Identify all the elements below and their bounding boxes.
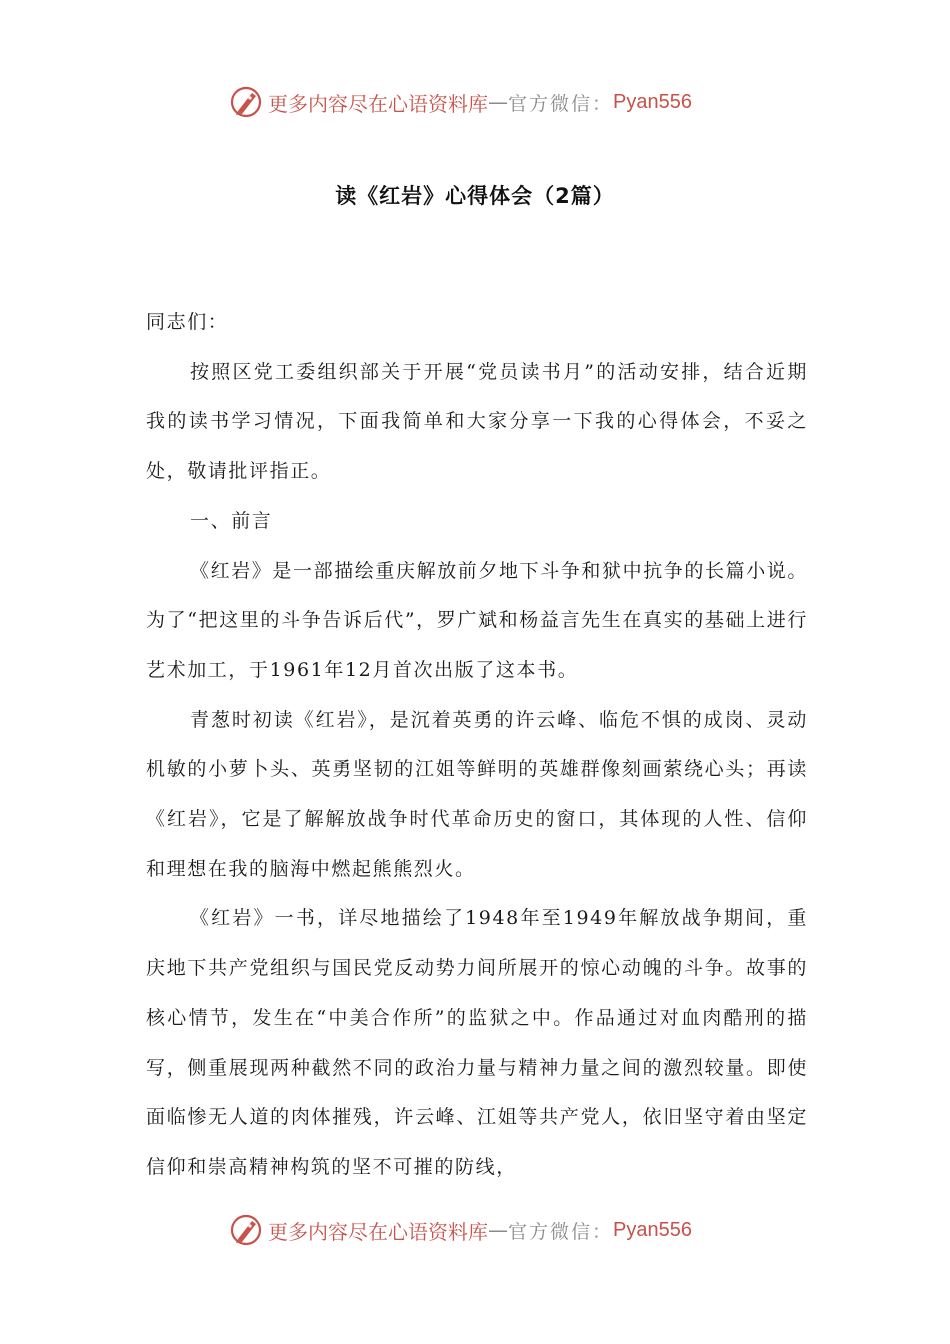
paragraph-book-summary: 《红岩》一书，详尽地描绘了1948年至1949年解放战争期间，重庆地下共产党组织与国民党反动势力间所展开的惊心动魄的斗争。故事的核心情节，发生在“中美合作所”的监狱之中。作品通过对血肉酷刑的描写，侧重展现两种截然不同的政治力量与精神力量之间的激烈较量。即使面临惨无人道的肉体摧残，许云峰、江姐等共产党人，依旧坚守着由坚定信仰和崇高精神构筑的坚不可摧的防线， bbox=[146, 907, 808, 1178]
paragraph-first-reading: 青葱时初读《红岩》，是沉着英勇的许云峰、临危不惧的成岗、灵动机敏的小萝卜头、英勇坚韧的江姐等鲜明的英雄群像刻画萦绕心头；再读《红岩》，它是了解解放战争时代革命历史的窗口，其体现的人性、信仰和理想在我的脑海中燃起熊熊烈火。 bbox=[146, 708, 808, 880]
watermark-brand: 更多内容尽在心语资料库 bbox=[268, 91, 488, 116]
watermark-wechat-id: Pyan556 bbox=[613, 90, 692, 113]
watermark-wechat-id: Pyan556 bbox=[613, 1218, 692, 1241]
watermark-dash: — bbox=[488, 1218, 508, 1242]
watermark-official-label: 官方微信： bbox=[508, 1220, 614, 1243]
watermark-banner-bottom bbox=[228, 1210, 728, 1250]
document-body bbox=[146, 298, 808, 1193]
watermark-dash: — bbox=[488, 90, 508, 114]
watermark-official-label: 官方微信： bbox=[508, 92, 614, 115]
watermark-banner-top bbox=[228, 82, 728, 122]
pen-nib-logo-icon bbox=[228, 84, 264, 120]
paragraph-intro: 按照区党工委组织部关于开展“党员读书月”的活动安排，结合近期我的读书学习情况，下面我简单和大家分享一下我的心得体会，不妥之处，敬请批评指正。 bbox=[146, 360, 808, 483]
salutation: 同志们： bbox=[146, 311, 229, 333]
paragraph-book-intro: 《红岩》是一部描绘重庆解放前夕地下斗争和狱中抗争的长篇小说。为了“把这里的斗争告诉后代”，罗广斌和杨益言先生在真实的基础上进行艺术加工，于1961年12月首次出版了这本书。 bbox=[146, 559, 809, 681]
section-heading-preface: 一、前言 bbox=[190, 509, 273, 532]
pen-nib-logo-icon bbox=[228, 1212, 264, 1248]
document-title: 读《红岩》心得体会（2篇） bbox=[335, 184, 615, 208]
watermark-brand: 更多内容尽在心语资料库 bbox=[268, 1219, 488, 1244]
